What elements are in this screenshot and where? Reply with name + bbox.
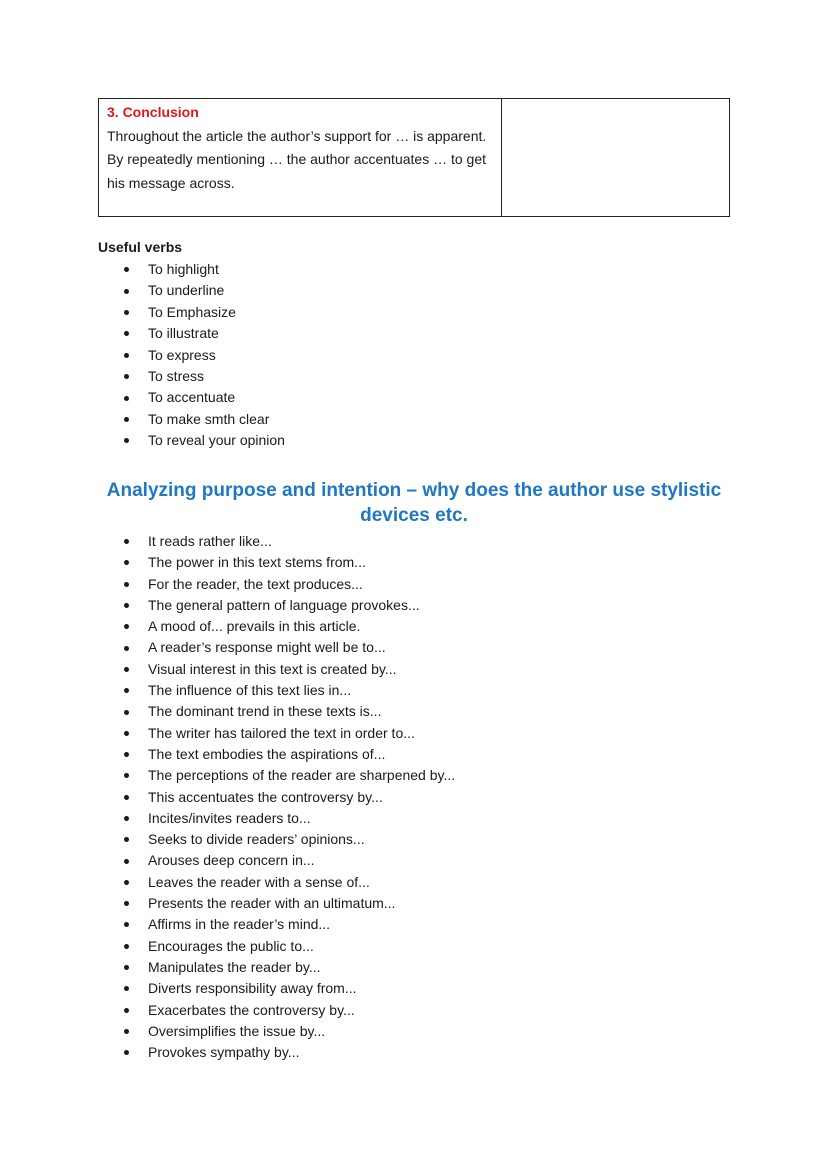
list-item: To express	[0, 345, 285, 366]
useful-verbs-heading: Useful verbs	[98, 239, 183, 255]
list-item: The perceptions of the reader are sharpened by...	[0, 765, 455, 786]
list-item: The power in this text stems from...	[0, 552, 455, 573]
list-item: Incites/invites readers to...	[0, 808, 455, 829]
list-item: The dominant trend in these texts is...	[0, 701, 455, 722]
list-item: To underline	[0, 280, 285, 301]
list-item: The text embodies the aspirations of...	[0, 744, 455, 765]
list-item: To highlight	[0, 259, 285, 280]
conclusion-cell	[99, 99, 502, 217]
list-item: A mood of... prevails in this article.	[0, 616, 455, 637]
list-item: A reader’s response might well be to...	[0, 637, 455, 658]
list-item: The influence of this text lies in...	[0, 680, 455, 701]
list-item: Provokes sympathy by...	[0, 1042, 455, 1063]
list-item: To Emphasize	[0, 302, 285, 323]
list-item: Arouses deep concern in...	[0, 850, 455, 871]
list-item: To stress	[0, 366, 285, 387]
list-item: Manipulates the reader by...	[0, 957, 455, 978]
list-item: Visual interest in this text is created by...	[0, 659, 455, 680]
list-item: Affirms in the reader’s mind...	[0, 914, 455, 935]
section-title: Analyzing purpose and intention – why does the author use stylistic devices etc.	[106, 480, 722, 526]
list-item: The writer has tailored the text in order to...	[0, 723, 455, 744]
conclusion-line: By repeatedly mentioning … the author accentuates … to get his message across.	[107, 151, 487, 191]
list-item: It reads rather like...	[0, 531, 455, 552]
list-item: Seeks to divide readers’ opinions...	[0, 829, 455, 850]
list-item: The general pattern of language provokes...	[0, 595, 455, 616]
conclusion-table	[98, 98, 730, 217]
list-item: For the reader, the text produces...	[0, 574, 455, 595]
list-item: Exacerbates the controversy by...	[0, 1000, 455, 1021]
conclusion-line: Throughout the article the author’s support for … is apparent.	[107, 127, 487, 144]
list-item: Oversimplifies the issue by...	[0, 1021, 455, 1042]
empty-cell	[502, 99, 730, 217]
list-item: Encourages the public to...	[0, 936, 455, 957]
list-item: To illustrate	[0, 323, 285, 344]
list-item: Diverts responsibility away from...	[0, 978, 455, 999]
list-item: To make smth clear	[0, 409, 285, 430]
list-item: Leaves the reader with a sense of...	[0, 872, 455, 893]
conclusion-heading: 3. Conclusion	[107, 104, 199, 120]
list-item: This accentuates the controversy by...	[0, 787, 455, 808]
list-item: To accentuate	[0, 387, 285, 408]
phrases-list	[0, 531, 455, 1063]
list-item: To reveal your opinion	[0, 430, 285, 451]
list-item: Presents the reader with an ultimatum...	[0, 893, 455, 914]
verbs-list	[0, 259, 285, 452]
